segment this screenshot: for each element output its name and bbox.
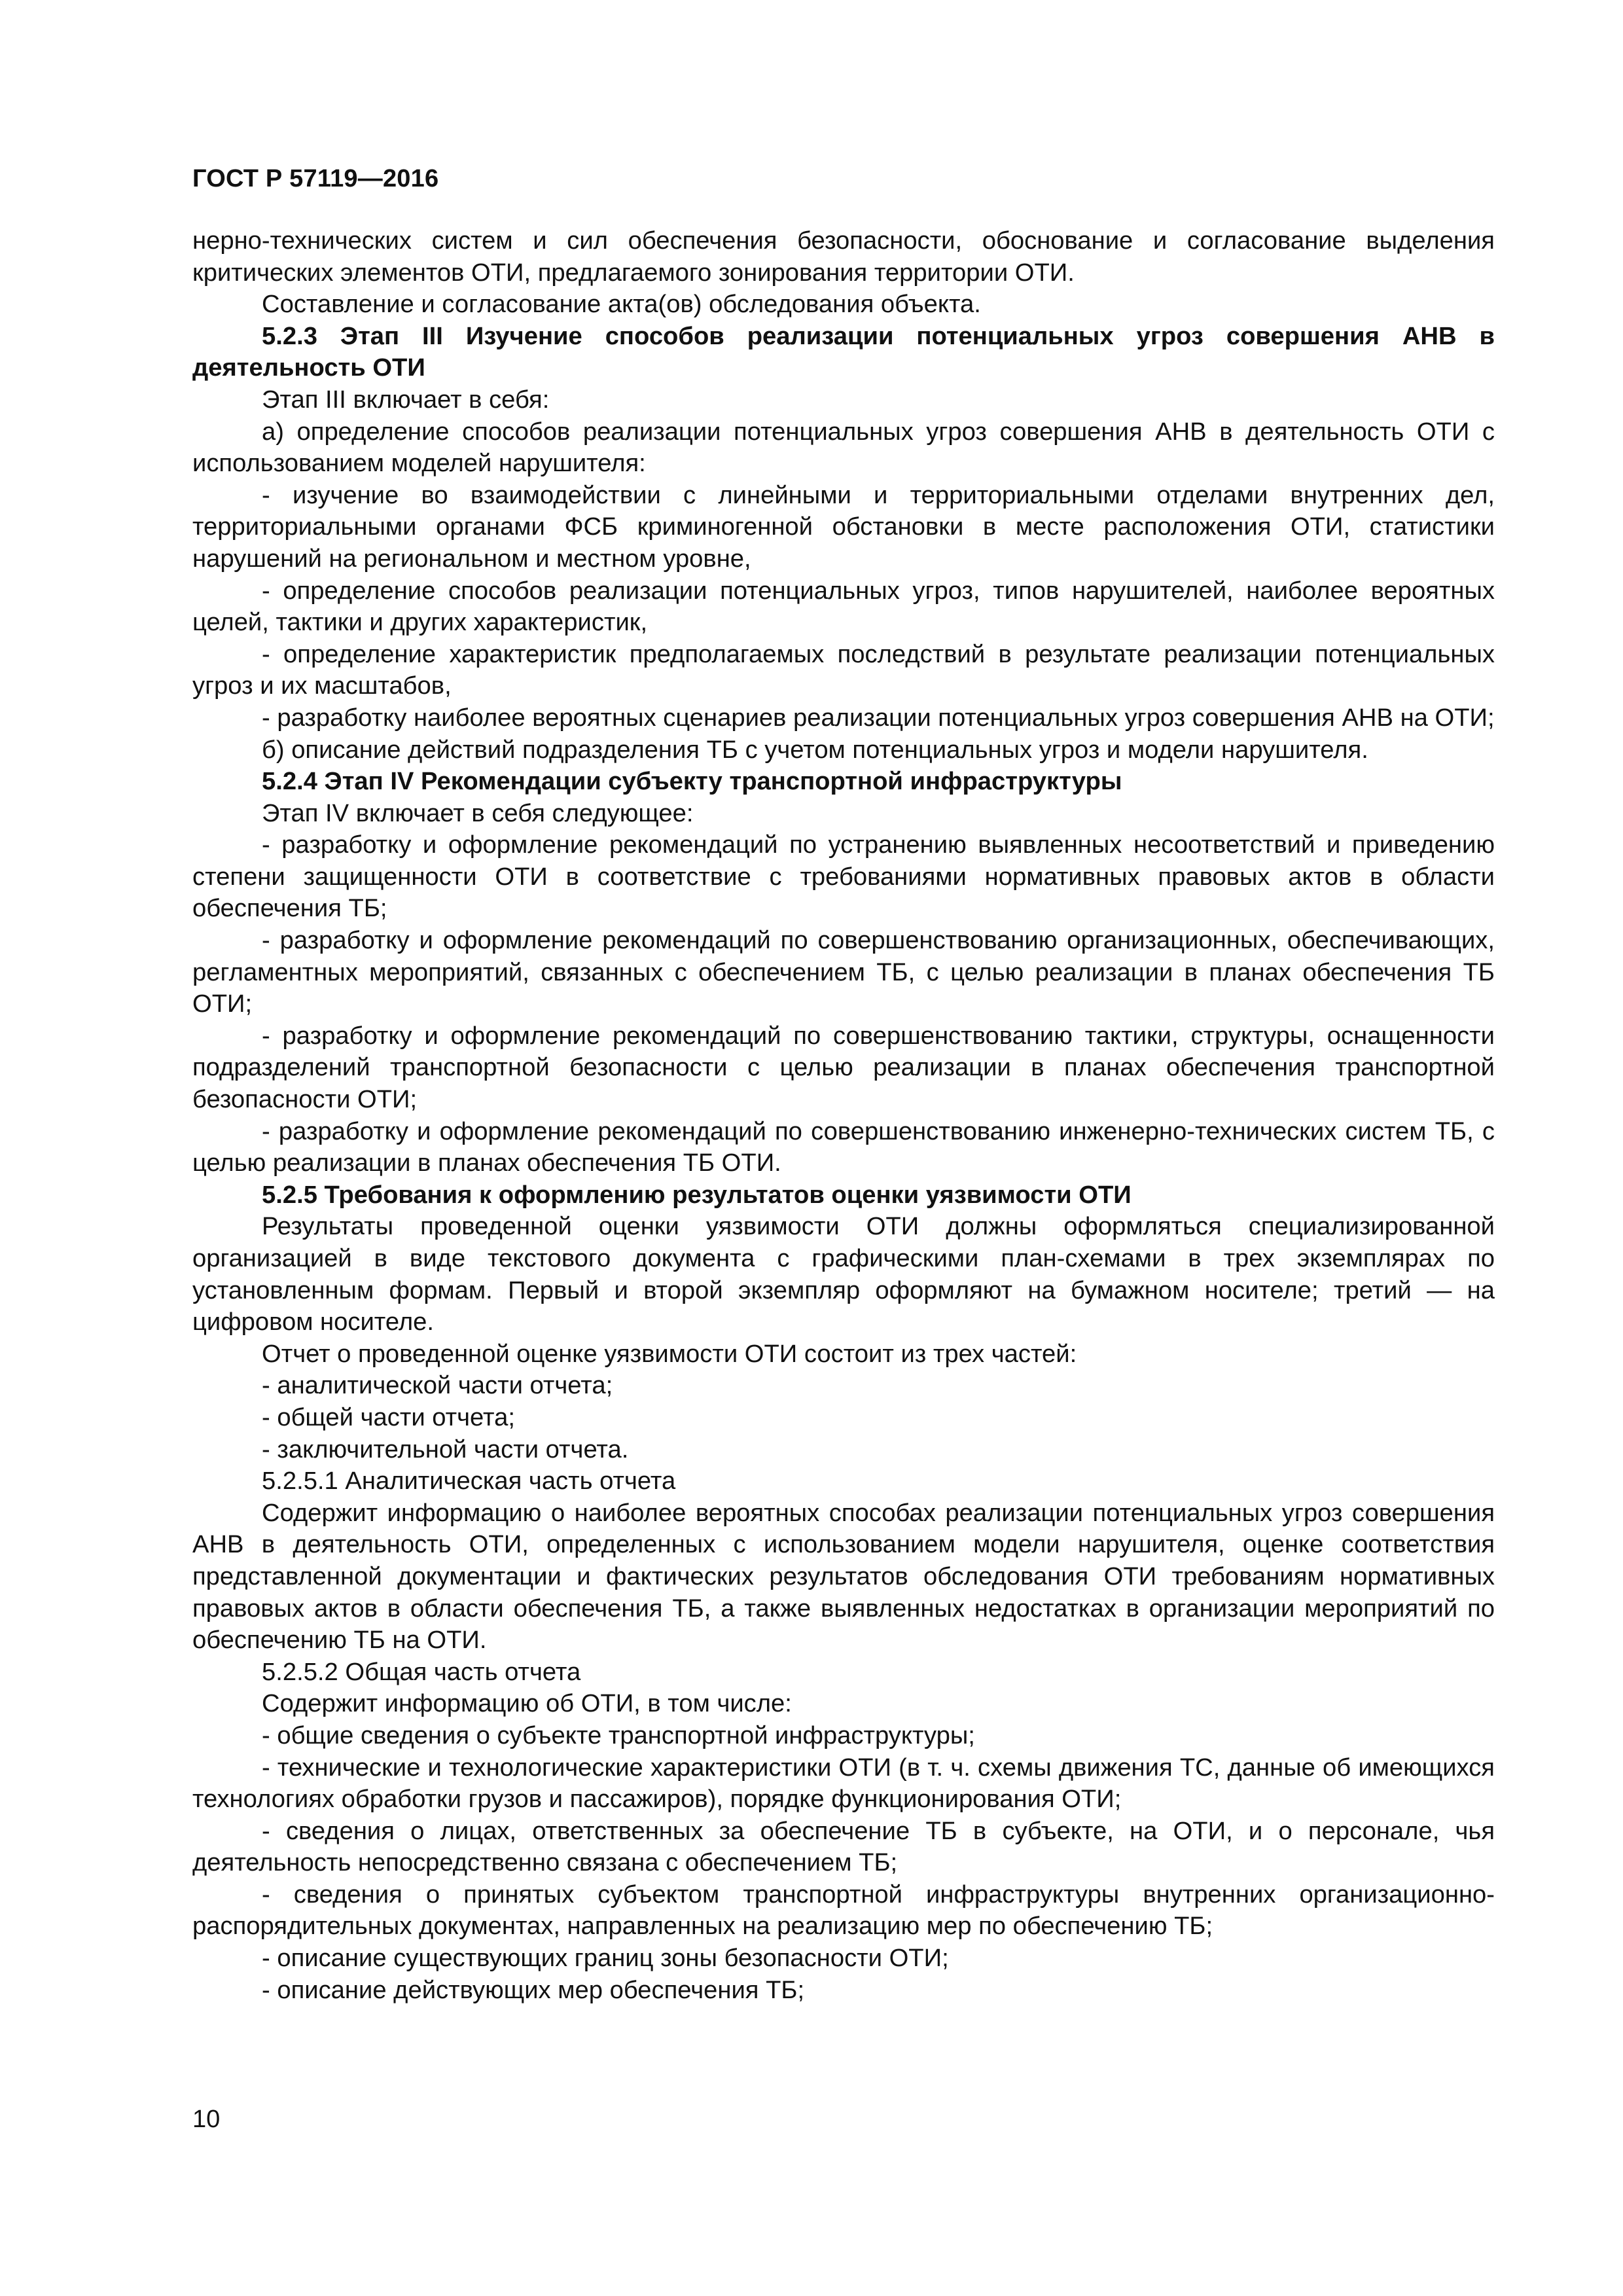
paragraph: Составление и согласование акта(ов) обследования объекта. — [262, 290, 981, 319]
document-body — [192, 225, 1495, 2006]
paragraph: Содержит информацию об ОТИ, в том числе: — [262, 1689, 792, 1718]
list-item: - определение характеристик предполагаемых последствий в результате реализации потенциальных угроз и их масштабов, — [192, 639, 1495, 700]
list-item: - описание действующих мер обеспечения ТБ; — [262, 1975, 805, 2004]
document-header: ГОСТ Р 57119—2016 — [192, 165, 439, 192]
paragraph: Результаты проведенной оценки уязвимости ОТИ должны оформляться специализированной организацией в виде текстового документа с графическими план-схемами в трех экземплярах по установленным формам. Первый и второй экземпляр оформляют на бумажном носителе; третий — на цифровом носителе. — [192, 1212, 1495, 1336]
list-item: - определение способов реализации потенциальных угроз, типов нарушителей, наиболее вероятных целей, тактики и других характеристик, — [192, 576, 1495, 637]
list-item: - изучение во взаимодействии с линейными и территориальными отделами внутренних дел, территориальными органами ФСБ криминогенной обстановки в месте расположения ОТИ, статистики нарушений на региональном и местном уровне, — [192, 480, 1495, 573]
list-item: - разработку и оформление рекомендаций по совершенствованию инженерно-технических систем ТБ, с целью реализации в планах обеспечения ТБ ОТИ. — [192, 1117, 1495, 1177]
list-item: - сведения о принятых субъектом транспортной инфраструктуры внутренних организационно-распорядительных документах, направленных на реализацию мер по обеспечению ТБ; — [192, 1880, 1495, 1941]
section-heading-5-2-3: 5.2.3 Этап III Изучение способов реализации потенциальных угроз совершения АНВ в деятельность ОТИ — [192, 321, 1495, 382]
list-item: - разработку и оформление рекомендаций по совершенствованию организационных, обеспечивающих, регламентных мероприятий, связанных с обеспечением ТБ, с целью реализации в планах обеспечения ТБ ОТИ; — [192, 926, 1495, 1018]
list-item: - разработку наиболее вероятных сценариев реализации потенциальных угроз совершения АНВ на ОТИ; — [262, 703, 1495, 732]
subsection-heading-5-2-5-2: 5.2.5.2 Общая часть отчета — [262, 1657, 581, 1686]
list-item: - заключительной части отчета. — [262, 1435, 629, 1463]
paragraph-continuation: нерно-технических систем и сил обеспечения безопасности, обоснование и согласование выделения критических элементов ОТИ, предлагаемого зонирования территории ОТИ. — [192, 226, 1495, 287]
page-number: 10 — [192, 2106, 221, 2133]
list-item: - разработку и оформление рекомендаций по совершенствованию тактики, структуры, оснащенности подразделений транспортной безопасности с целью реализации в планах обеспечения транспортной безопасности ОТИ; — [192, 1021, 1495, 1114]
list-item: - общие сведения о субъекте транспортной инфраструктуры; — [262, 1721, 975, 1749]
list-item: а) определение способов реализации потенциальных угроз совершения АНВ в деятельность ОТИ с использованием моделей нарушителя: — [192, 417, 1495, 478]
section-heading-5-2-4: 5.2.4 Этап IV Рекомендации субъекту транспортной инфраструктуры — [262, 767, 1122, 796]
list-item: - общей части отчета; — [262, 1403, 515, 1431]
section-heading-5-2-5: 5.2.5 Требования к оформлению результатов оценки уязвимости ОТИ — [262, 1180, 1132, 1209]
list-item: - разработку и оформление рекомендаций по устранению выявленных несоответствий и приведению степени защищенности ОТИ в соответствие с требованиями нормативных правовых актов в области обеспечения ТБ; — [192, 831, 1495, 923]
list-item: - аналитической части отчета; — [262, 1371, 613, 1400]
list-item: - технические и технологические характеристики ОТИ (в т. ч. схемы движения ТС, данные об имеющихся технологиях обработки грузов и пассажиров), порядке функционирования ОТИ; — [192, 1753, 1495, 1814]
list-item: б) описание действий подразделения ТБ с учетом потенциальных угроз и модели нарушителя. — [262, 735, 1368, 764]
list-item: - описание существующих границ зоны безопасности ОТИ; — [262, 1944, 949, 1973]
list-item: - сведения о лицах, ответственных за обеспечение ТБ в субъекте, на ОТИ, и о персонале, чья деятельность непосредственно связана с обеспечением ТБ; — [192, 1816, 1495, 1877]
paragraph: Содержит информацию о наиболее вероятных способах реализации потенциальных угроз совершения АНВ в деятельность ОТИ, определенных с использованием модели нарушителя, оценке соответствия представленной документации и фактических результатов обследования ОТИ требованиям нормативных правовых актов в области обеспечения ТБ, а также выявленных недостатках в организации мероприятий по обеспечению ТБ на ОТИ. — [192, 1498, 1495, 1655]
paragraph: Этап IV включает в себя следующее: — [262, 798, 694, 827]
paragraph: Отчет о проведенной оценке уязвимости ОТИ состоит из трех частей: — [262, 1339, 1077, 1368]
subsection-heading-5-2-5-1: 5.2.5.1 Аналитическая часть отчета — [262, 1467, 676, 1496]
paragraph: Этап III включает в себя: — [262, 385, 550, 414]
